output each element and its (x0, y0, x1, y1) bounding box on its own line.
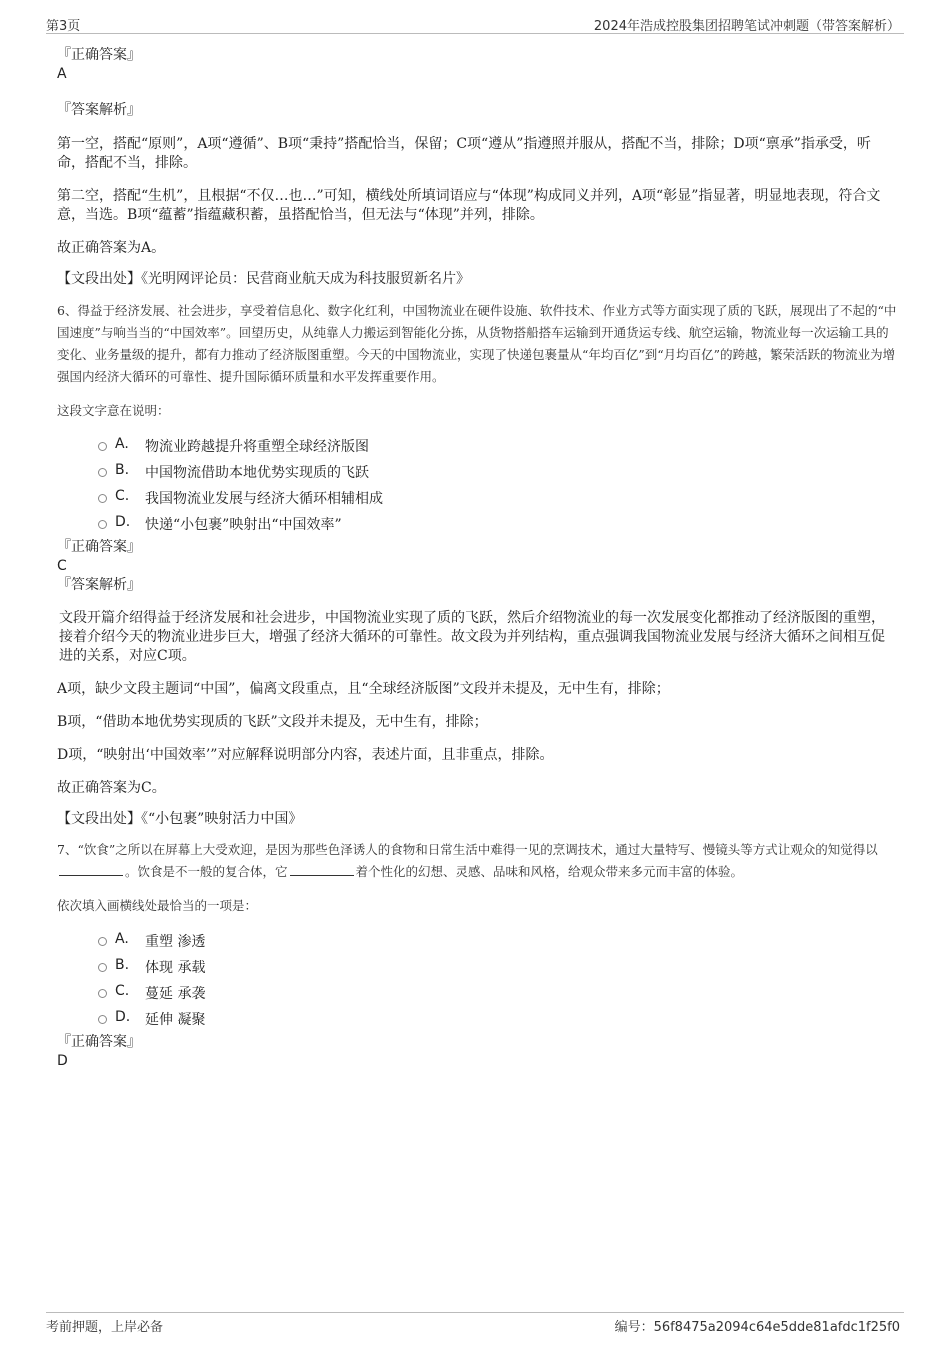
q6-option-a[interactable] (57, 434, 897, 460)
q7-blank-2 (290, 863, 354, 876)
option-letter: B. (115, 462, 130, 478)
radio-icon[interactable] (98, 1015, 107, 1024)
main-content (57, 46, 897, 1071)
page-header (46, 13, 904, 34)
q6-correct-answer: C (57, 558, 67, 574)
radio-icon[interactable] (98, 468, 107, 477)
q7-stem-part3: 着个性化的幻想、灵感、品味和风格，给观众带来多元而丰富的体验。 (355, 864, 744, 879)
q6-analysis-label: 『答案解析』 (57, 577, 141, 593)
footer-slogan: 考前押题，上岸必备 (46, 1320, 164, 1335)
radio-icon[interactable] (98, 989, 107, 998)
q7-stem (57, 839, 897, 883)
q6-source: 【文段出处】《“小包裹”映射活力中国》 (57, 811, 303, 827)
option-letter: A. (115, 931, 129, 947)
page-footer (46, 1312, 904, 1335)
q6-analysis-b: B项，“借助本地优势实现质的飞跃”文段并未提及，无中生有，排除； (57, 714, 488, 730)
option-letter: C. (115, 488, 130, 504)
q5-analysis-p1: 第一空，搭配“原则”，A项“遵循”、B项“秉持”搭配恰当，保留；C项“遵从”指遵照并服从，搭配不当，排除；D项“禀承”指承受，听命，搭配不当，排除。 (57, 136, 871, 171)
q6-correct-label: 『正确答案』 (57, 539, 141, 555)
radio-icon[interactable] (98, 937, 107, 946)
q7-option-c[interactable] (57, 981, 897, 1007)
q5-correct-answer: A (57, 66, 67, 82)
q7-correct-answer: D (57, 1053, 68, 1069)
q7-blank-1 (59, 863, 123, 876)
q7-correct-label: 『正确答案』 (57, 1034, 141, 1050)
radio-icon[interactable] (98, 520, 107, 529)
q6-analysis-p1: 文段开篇介绍得益于经济发展和社会进步，中国物流业实现了质的飞跃，然后介绍物流业的每一次发展变化都推动了经济版图的重塑，接着介绍今天的物流业进步巨大，增强了经济大循环的可靠性。故文段为并列结构，重点强调我国物流业发展与经济大循环之间相互促进的关系，对应C项。 (59, 610, 885, 664)
q5-analysis-label: 『答案解析』 (57, 102, 141, 118)
q5-conclusion: 故正确答案为A。 (57, 240, 166, 256)
option-text: 重塑 渗透 (145, 934, 206, 950)
q6-options (57, 434, 897, 538)
q5-source: 【文段出处】《光明网评论员：民营商业航天成为科技服贸新名片》 (57, 271, 470, 287)
option-text: 延伸 凝聚 (145, 1012, 206, 1028)
option-letter: B. (115, 957, 130, 973)
option-text: 快递“小包裹”映射出“中国效率” (145, 517, 342, 533)
q7-options (57, 929, 897, 1033)
q5-correct-label: 『正确答案』 (57, 47, 141, 63)
q7-option-d[interactable] (57, 1007, 897, 1033)
page-number: 第3页 (46, 19, 81, 34)
radio-icon[interactable] (98, 963, 107, 972)
q6-conclusion: 故正确答案为C。 (57, 780, 166, 796)
document-code: 编号：56f8475a2094c64e5dde81afdc1f25f0 (614, 1320, 900, 1335)
option-letter: D. (115, 514, 131, 530)
q6-option-c[interactable] (57, 486, 897, 512)
q6-analysis-d: D项，“映射出‘中国效率’”对应解释说明部分内容，表述片面，且非重点，排除。 (57, 747, 554, 763)
q7-prompt: 依次填入画横线处最恰当的一项是： (57, 898, 258, 913)
option-text: 物流业跨越提升将重塑全球经济版图 (145, 439, 369, 455)
option-text: 蔓延 承袭 (145, 986, 206, 1002)
option-letter: A. (115, 436, 129, 452)
q5-analysis-p2: 第二空，搭配“生机”，且根据“不仅…也…”可知，横线处所填词语应与“体现”构成同义并列，A项“彰显”指显著，明显地表现，符合文意，当选。B项“蕴蓄”指蕴藏积蓄，虽搭配恰当，但无法与“体现”并列，排除。 (57, 188, 881, 223)
option-text: 中国物流借助本地优势实现质的飞跃 (145, 465, 369, 481)
option-text: 体现 承载 (145, 960, 206, 976)
q7-stem-part1: 7、“饮食”之所以在屏幕上大受欢迎，是因为那些色泽诱人的食物和日常生活中难得一见的烹调技术，通过大量特写、慢镜头等方式让观众的知觉得以 (57, 842, 878, 857)
document-title: 2024年浩成控股集团招聘笔试冲刺题（带答案解析） (593, 19, 900, 34)
option-text: 我国物流业发展与经济大循环相辅相成 (145, 491, 383, 507)
radio-icon[interactable] (98, 494, 107, 503)
q7-option-b[interactable] (57, 955, 897, 981)
q6-stem: 6、得益于经济发展、社会进步，享受着信息化、数字化红利，中国物流业在硬件设施、软件技术、作业方式等方面实现了质的飞跃，展现出了不起的“中国速度”与响当当的“中国效率”。回望历史，从纯靠人力搬运到智能化分拣，从货物搭船搭车运输到开通货运专线、航空运输，物流业每一次运输工具的变化、业务量级的提升，都有力推动了经济版图重塑。今天的中国物流业，实现了快递包裹量从“年均百亿”到“月均百亿”的跨越，繁荣活跃的物流业为增强国内经济大循环的可靠性、提升国际循环质量和水平发挥重要作用。 (57, 303, 897, 384)
q7-option-a[interactable] (57, 929, 897, 955)
option-letter: C. (115, 983, 130, 999)
q6-option-d[interactable] (57, 512, 897, 538)
option-letter: D. (115, 1009, 131, 1025)
q6-prompt: 这段文字意在说明： (57, 403, 170, 418)
q7-stem-part2: 。饮食是不一般的复合体，它 (125, 864, 288, 879)
q6-analysis-a: A项，缺少文段主题词“中国”，偏离文段重点，且“全球经济版图”文段并未提及，无中生有，排除； (57, 681, 670, 697)
radio-icon[interactable] (98, 442, 107, 451)
q6-option-b[interactable] (57, 460, 897, 486)
